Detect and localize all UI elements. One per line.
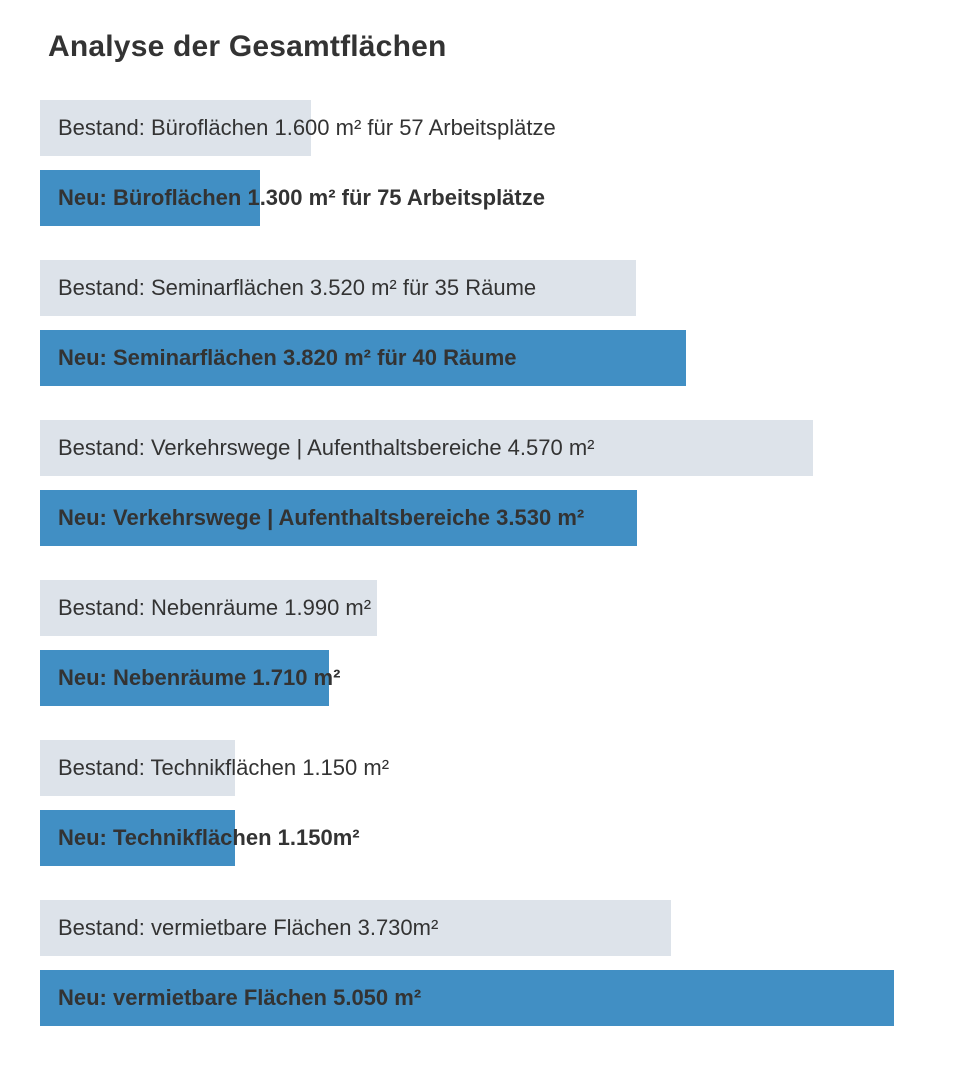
bar-label: Neu: Verkehrswege | Aufenthaltsbereiche 3.530 m²: [58, 505, 585, 530]
bar-label: Bestand: Verkehrswege | Aufenthaltsbereiche 4.570 m²: [58, 435, 595, 460]
bar-label: Bestand: Technikflächen 1.150 m²: [58, 755, 390, 780]
bar-label: Neu: Technikflächen 1.150m²: [58, 825, 360, 850]
bar-label: Neu: Nebenräume 1.710 m²: [58, 665, 341, 690]
bar-label: Bestand: Büroflächen 1.600 m² für 57 Arbeitsplätze: [58, 115, 556, 140]
bar-label: Neu: vermietbare Flächen 5.050 m²: [58, 985, 422, 1010]
chart-title: Analyse der Gesamtflächen: [48, 30, 447, 63]
bar-label: Bestand: Nebenräume 1.990 m²: [58, 595, 372, 620]
bar-label: Bestand: Seminarflächen 3.520 m² für 35 Räume: [58, 275, 537, 300]
bar-label: Neu: Seminarflächen 3.820 m² für 40 Räume: [58, 345, 517, 370]
bar-label: Bestand: vermietbare Flächen 3.730m²: [58, 915, 439, 940]
bar-label: Neu: Büroflächen 1.300 m² für 75 Arbeitsplätze: [58, 185, 545, 210]
